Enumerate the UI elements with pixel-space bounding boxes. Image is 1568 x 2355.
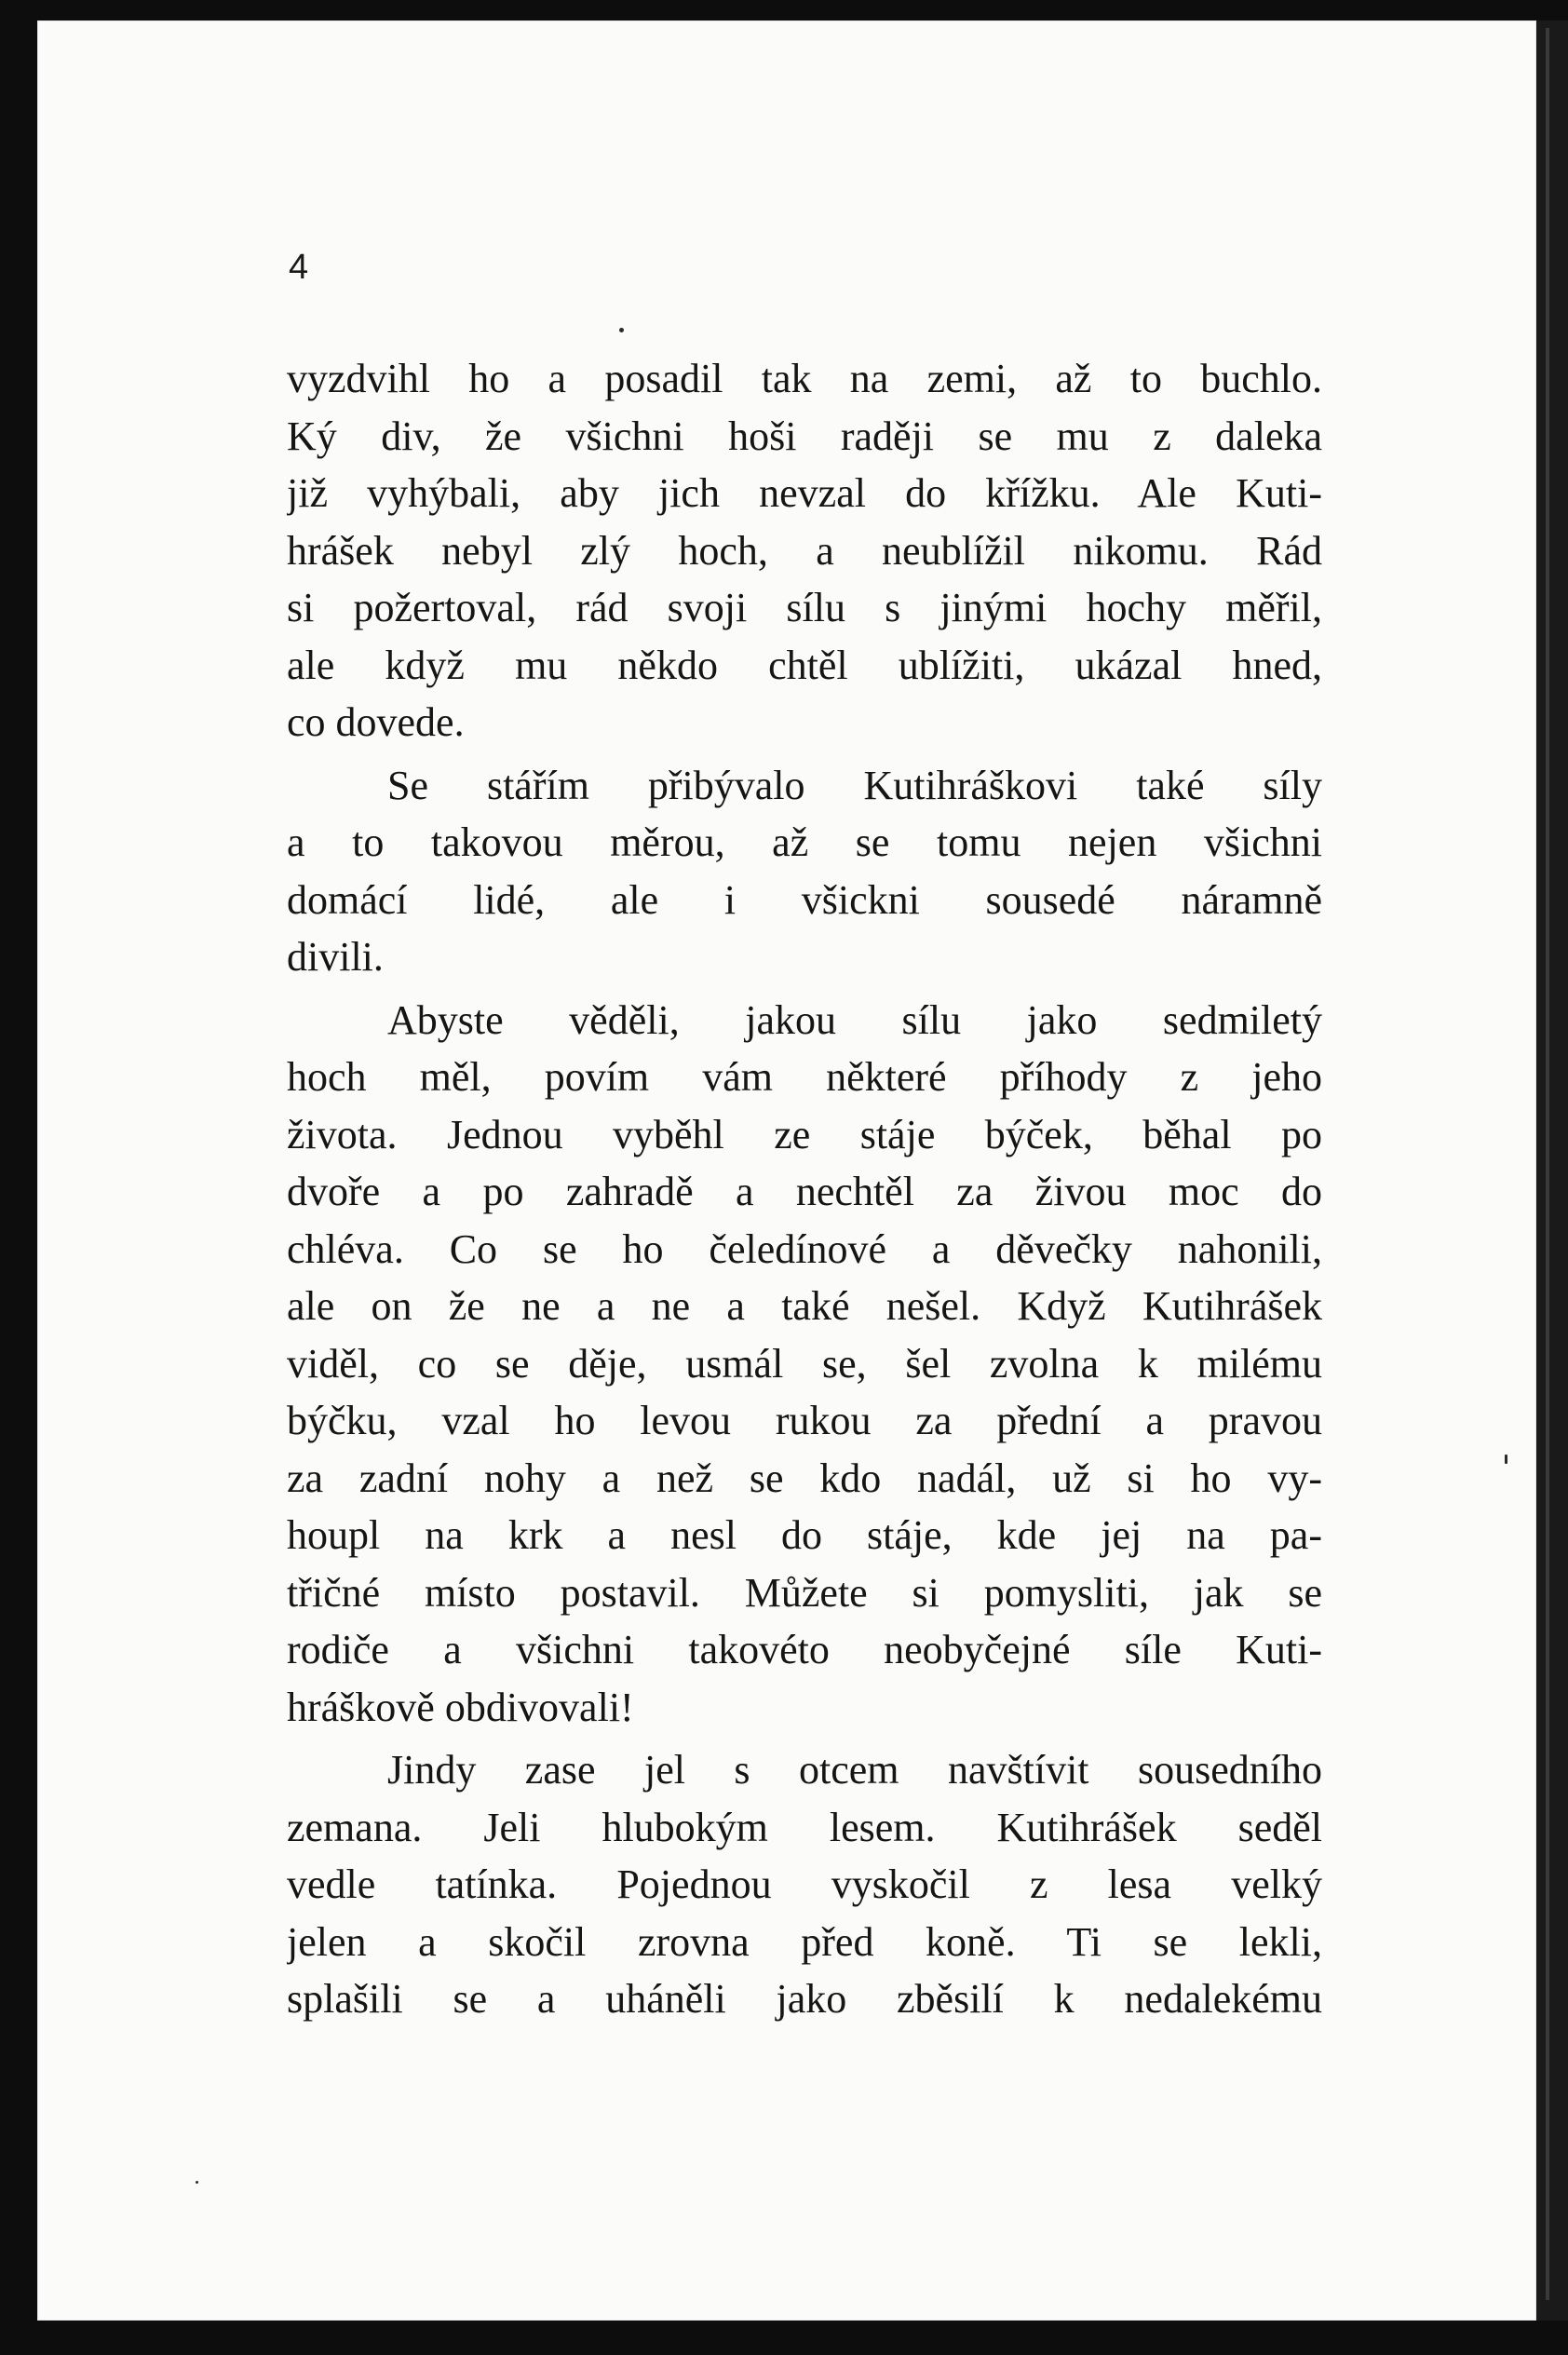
text-line: viděl, co se děje, usmál se, šel zvolna k milému [287,1340,1322,1387]
scan-border-right [1536,20,1568,2321]
page-edge-line [1546,28,1549,2300]
text-line: co dovede. [287,699,465,745]
text-line: jelen a skočil zrovna před koně. Ti se lekli, [287,1918,1322,1965]
text-line: Ký div, že všichni hoši raději se mu z daleka [287,413,1322,459]
text-line: si požertoval, rád svoji sílu s jinými hochy měřil, [287,585,1322,630]
text-line: ale když mu někdo chtěl ublížiti, ukázal hned, [287,642,1322,688]
paragraph [287,350,1322,751]
text-line: ale on že ne a ne a také nešel. Když Kutihrášek [287,1283,1322,1329]
text-line: houpl na krk a nesl do stáje, kde jej na pa- [287,1512,1322,1558]
text-line: třičné místo postavil. Můžete si pomysliti, jak se [287,1569,1322,1616]
scan-speck [1505,1455,1507,1464]
text-line: hrášek nebyl zlý hoch, a neublížil nikomu. Rád [287,527,1322,574]
text-line: domácí lidé, ale i všickni sousedé náramně [287,876,1322,923]
paragraph [287,757,1322,986]
scan-speck [196,2181,198,2184]
text-line: Abyste věděli, jakou sílu jako sedmiletý [387,996,1322,1043]
text-line: splašili se a uháněli jako zběsilí k nedalekému [287,1976,1322,2022]
text-line: již vyhýbali, aby jich nevzal do křížku. Ale Kuti- [287,470,1322,516]
text-line: vedle tatínka. Pojednou vyskočil z lesa velký [287,1861,1322,1907]
text-line: Jindy zase jel s otcem navštívit sousedního [387,1747,1322,1793]
text-line: býčku, vzal ho levou rukou za přední a pravou [287,1398,1322,1443]
text-line: divili. [287,934,384,980]
text-line: zemana. Jeli hlubokým lesem. Kutihrášek seděl [287,1804,1322,1850]
text-line: vyzdvihl ho a posadil tak na zemi, až to buchlo. [287,356,1322,401]
body-text [287,350,1322,2034]
text-line: života. Jednou vyběhl ze stáje býček, běhal po [287,1111,1322,1157]
paragraph [287,1741,1322,2028]
text-line: hoch měl, povím vám některé příhody z jeho [287,1054,1322,1100]
page-number: 4 [289,248,309,287]
text-line: dvoře a po zahradě a nechtěl za živou moc do [287,1169,1322,1214]
text-line: rodiče a všichni takovéto neobyčejné síle Kuti- [287,1627,1322,1672]
paragraph [287,992,1322,1737]
text-line: za zadní nohy a než se kdo nadál, už si ho vy- [287,1455,1322,1501]
scan-speck [619,328,624,332]
text-line: a to takovou měrou, až se tomu nejen všichni [287,819,1322,865]
text-line: hráškově obdivovali! [287,1684,634,1730]
text-line: chléva. Co se ho čeledínové a děvečky nahonili, [287,1225,1322,1272]
text-line: Se stářím přibývalo Kutihráškovi také síly [387,762,1322,808]
